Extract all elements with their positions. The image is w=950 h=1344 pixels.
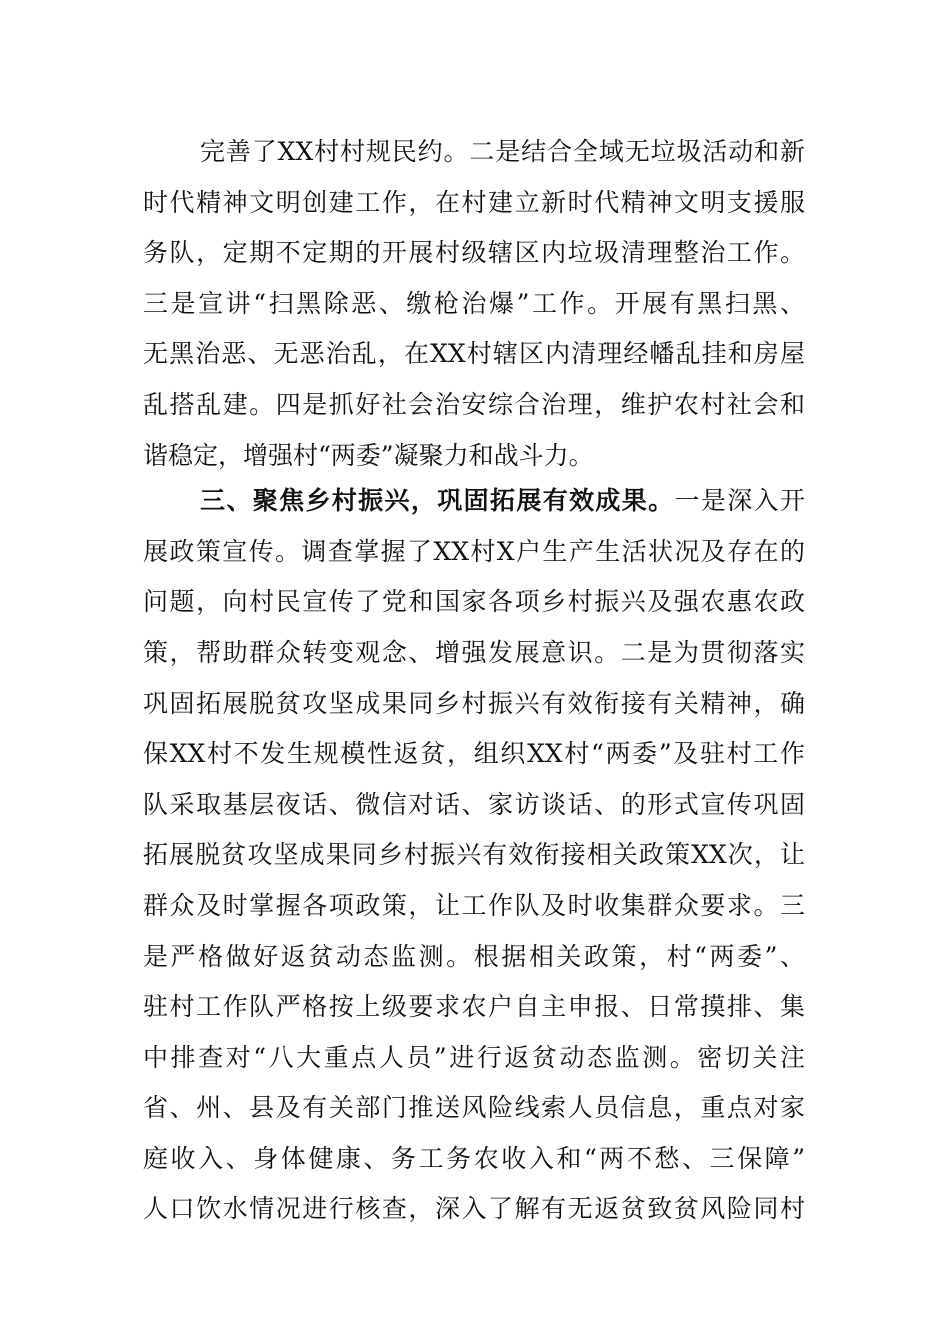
text-line: 策，帮助群众转变观念、增强发展意识。二是为贯彻落实 (143, 637, 805, 667)
text-line: 三是宣讲“扫黑除恶、缴枪治爆”工作。开展有黑扫黑、 (143, 288, 805, 318)
text-line: 省、州、县及有关部门推送风险线索人员信息，重点对家 (143, 1093, 805, 1123)
text-line: 谐稳定，增强村“两委”凝聚力和战斗力。 (143, 440, 594, 470)
text-line: 巩固拓展脱贫攻坚成果同乡村振兴有效衔接有关精神，确 (143, 688, 805, 718)
text-line: 群众及时掌握各项政策，让工作队及时收集群众要求。三 (143, 890, 805, 920)
text-line: 庭收入、身体健康、务工务农收入和“两不愁、三保障” (143, 1143, 805, 1173)
text-line: 展政策宣传。调查掌握了XX村X户生产生活状况及存在的 (143, 536, 805, 566)
document-page (143, 127, 805, 1235)
text-line: 问题，向村民宣传了党和国家各项乡村振兴及强农惠农政 (143, 587, 805, 617)
section-heading: 三、聚焦乡村振兴，巩固拓展有效成果。 (200, 486, 675, 516)
text-line: 务队，定期不定期的开展村级辖区内垃圾清理整治工作。 (143, 238, 805, 268)
heading-line (143, 476, 805, 527)
text-line: 驻村工作队严格按上级要求农户自主申报、日常摸排、集 (143, 992, 805, 1022)
heading-line-rest: 一是深入开 (674, 486, 805, 516)
text-line: 拓展脱贫攻坚成果同乡村振兴有效衔接相关政策XX次，让 (143, 840, 805, 870)
text-line: 保XX村不发生规模性返贫，组织XX村“两委”及驻村工作 (143, 739, 805, 769)
text-line: 乱搭乱建。四是抓好社会治安综合治理，维护农村社会和 (143, 389, 805, 419)
paragraph-village-governance (143, 127, 805, 481)
text-line: 中排查对“八大重点人员”进行返贫动态监测。密切关注 (143, 1042, 805, 1072)
text-line: 时代精神文明创建工作，在村建立新时代精神文明支援服 (143, 187, 805, 217)
text-line: 队采取基层夜话、微信对话、家访谈话、的形式宣传巩固 (143, 789, 805, 819)
text-line: 人口饮水情况进行核查，深入了解有无返贫致贫风险同村 (143, 1194, 805, 1224)
text-line: 是严格做好返贫动态监测。根据相关政策，村“两委”、 (143, 941, 805, 971)
text-line: 完善了XX村村规民约。二是结合全域无垃圾活动和新 (200, 137, 805, 166)
text-line: 无黑治恶、无恶治乱，在XX村辖区内清理经幡乱挂和房屋 (143, 339, 805, 369)
paragraph-rural-revitalization (143, 476, 805, 1235)
